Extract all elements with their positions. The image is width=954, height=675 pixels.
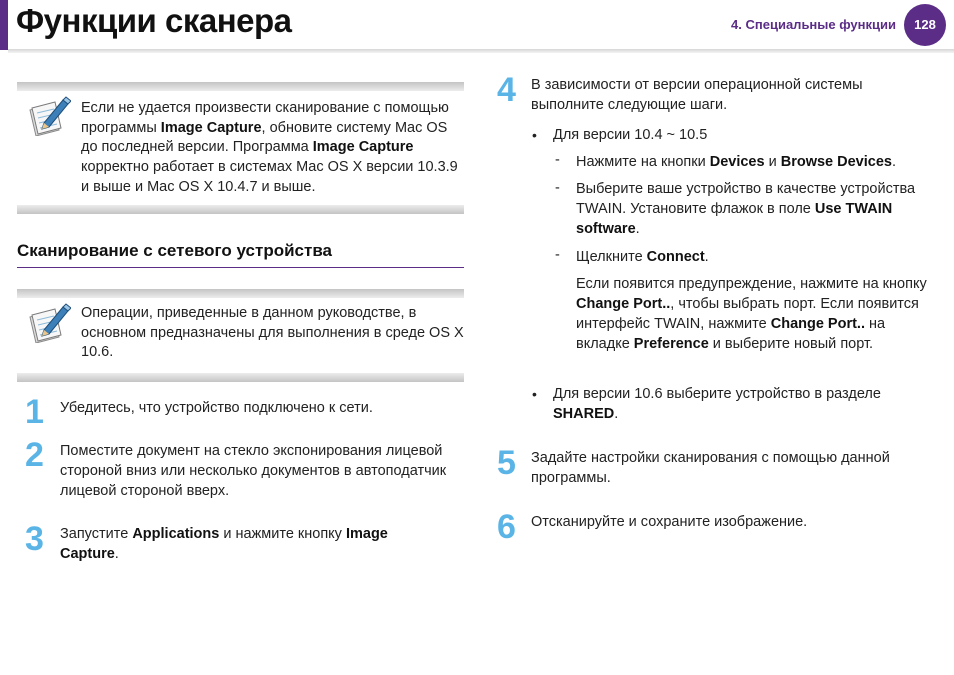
chapter-label: 4. Специальные функции <box>731 17 896 32</box>
step-text: Убедитесь, что устройство подключено к сети. <box>60 400 373 416</box>
step-number: 6 <box>497 508 516 546</box>
bullet-text: Для версии 10.4 ~ 10.5 <box>553 127 708 143</box>
sub-step-text: Щелкните Connect. <box>576 249 709 265</box>
step-number: 1 <box>25 393 44 431</box>
bullet-text: Для версии 10.6 выберите устройство в разделе SHARED. <box>553 386 881 422</box>
step-text: Отсканируйте и сохраните изображение. <box>531 514 808 530</box>
note-pencil-icon <box>27 303 71 343</box>
step-number: 5 <box>497 444 516 482</box>
step-number: 2 <box>25 436 44 474</box>
note-box <box>17 289 464 382</box>
page-number-badge: 128 <box>904 4 946 46</box>
bullet: • <box>532 386 537 402</box>
note-text: Если не удается произвести сканирование с помощью программы Image Capture, обновите систему Mac OS до последней версии. Программа Image Capture корректно работает в системах Mac OS X версии 10.3.9 и выше и Mac OS X 10.4.7 и выше. <box>81 100 458 195</box>
page-title: Функции сканера <box>16 2 292 39</box>
section-title: Сканирование с сетевого устройства <box>17 241 333 260</box>
step-text: Задайте настройки сканирования с помощью данной программы. <box>531 450 890 486</box>
sub-step-note: Если появится предупреждение, нажмите на кнопку Change Port.., чтобы выбрать порт. Если появится интерфейс TWAIN, нажмите Change Port.. на вкладке Preference и выберите новый порт. <box>576 276 927 352</box>
header-accent-bar <box>0 0 8 50</box>
bullet: • <box>532 127 537 143</box>
note-text: Операции, приведенные в данном руководстве, в основном предназначены для выполнения в среде OS X 10.6. <box>81 305 464 361</box>
step-text: В зависимости от версии операционной системы выполните следующие шаги. <box>531 77 863 113</box>
note-top-bar <box>17 82 464 91</box>
note-top-bar <box>17 289 464 298</box>
note-pencil-icon <box>27 96 71 136</box>
note-bottom-bar <box>17 373 464 382</box>
step-text: Запустите Applications и нажмите кнопку Image Capture. <box>60 526 388 562</box>
sub-step-text: Нажмите на кнопки Devices и Browse Devices. <box>576 154 896 170</box>
sub-step-text: Выберите ваше устройство в качестве устройства TWAIN. Установите флажок в поле Use TWAIN software. <box>576 181 916 237</box>
step-number: 3 <box>25 520 44 558</box>
page-header <box>0 0 954 56</box>
section-underline <box>17 267 464 268</box>
step-number: 4 <box>497 71 516 109</box>
note-bottom-bar <box>17 205 464 214</box>
note-box <box>17 82 464 214</box>
step-text: Поместите документ на стекло экспонирования лицевой стороной вниз или несколько документов в автоподатчик лицевой стороной вверх. <box>60 443 447 499</box>
dash-marker: - <box>555 247 560 263</box>
dash-marker: - <box>555 152 560 168</box>
header-divider <box>8 49 954 53</box>
dash-marker: - <box>555 180 560 196</box>
